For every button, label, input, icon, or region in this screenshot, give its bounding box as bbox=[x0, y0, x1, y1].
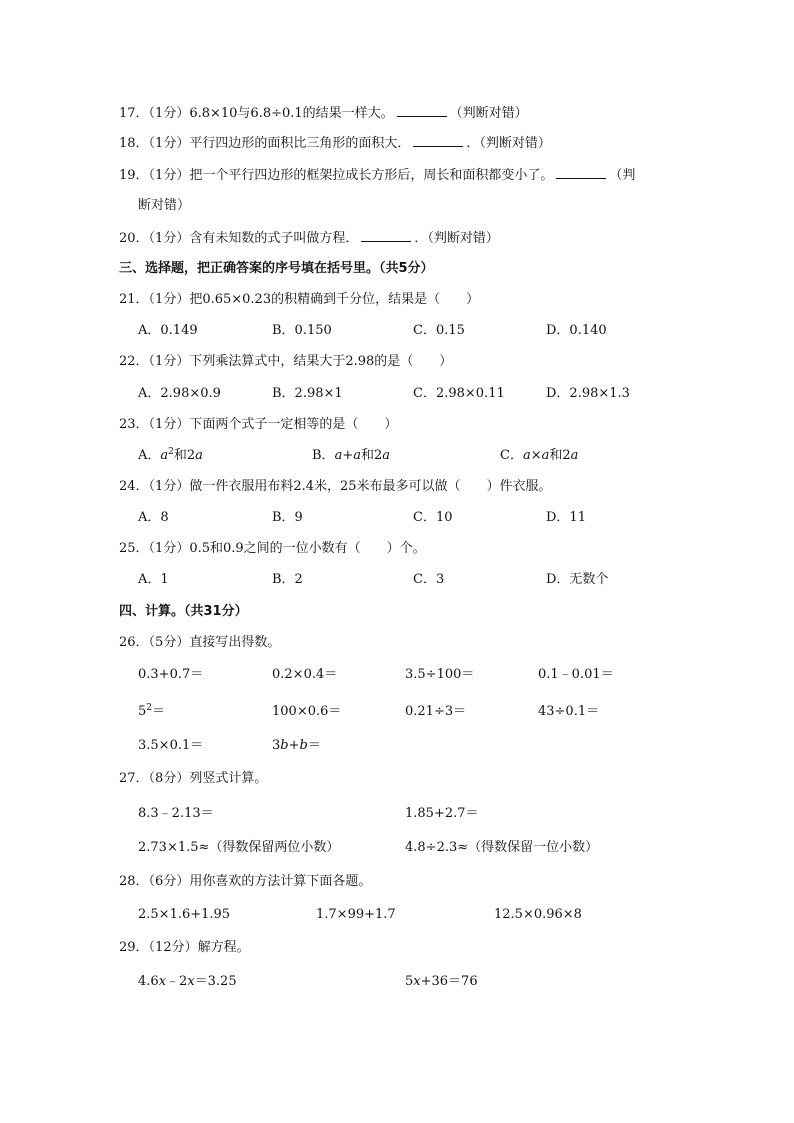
answer-blank[interactable] bbox=[413, 134, 463, 147]
equation-rhs: ＝3.25 bbox=[194, 974, 237, 989]
var-b: b bbox=[299, 738, 308, 753]
coefficient: 4.6 bbox=[138, 974, 159, 989]
option-a[interactable]: A．2.98×0.9 bbox=[138, 386, 221, 401]
operator: + bbox=[288, 738, 300, 753]
question-20-text: 20．（1分）含有未知数的式子叫做方程． bbox=[119, 231, 359, 246]
option-d[interactable]: D．11 bbox=[546, 510, 586, 525]
calc-item: 0.21÷3＝ bbox=[405, 704, 467, 719]
var-x: x bbox=[413, 974, 421, 989]
calc-item bbox=[138, 703, 165, 721]
option-b[interactable]: B．2 bbox=[272, 572, 303, 587]
var-x: x bbox=[187, 974, 195, 989]
var-a: a bbox=[541, 448, 550, 463]
option-b[interactable]: B．2.98×1 bbox=[272, 386, 343, 401]
option-c[interactable]: C．2.98×0.11 bbox=[413, 386, 505, 401]
option-b[interactable] bbox=[312, 447, 390, 465]
question-20 bbox=[119, 229, 499, 248]
vertical-calc-item: 1.85+2.7＝ bbox=[405, 806, 479, 821]
question-17-text: 17．（1分）6.8×10与6.8÷0.1的结果一样大。 bbox=[119, 106, 394, 121]
var-a: a bbox=[570, 448, 579, 463]
section-3-heading: 三、选择题，把正确答案的序号填在括号里。（共5分） bbox=[119, 261, 434, 276]
question-23: 23．（1分）下面两个式子一定相等的是（ ） bbox=[119, 417, 398, 432]
question-22: 22．（1分）下列乘法算式中，结果大于2.98的是（ ） bbox=[119, 354, 453, 369]
var-b: b bbox=[280, 738, 289, 753]
calc-item: 0.2×0.4＝ bbox=[272, 667, 338, 682]
question-19-suffix: （判 bbox=[609, 168, 636, 183]
question-18-suffix: ．（判断对错） bbox=[466, 136, 551, 151]
question-24: 24．（1分）做一件衣服用布料2.4米，25米布最多可以做（ ）件衣服。 bbox=[119, 479, 552, 494]
calc-item: 1.7×99+1.7 bbox=[316, 907, 396, 922]
var-a: a bbox=[522, 448, 531, 463]
option-c[interactable]: C．3 bbox=[413, 572, 445, 587]
section-4-heading: 四、计算。（共31分） bbox=[119, 604, 248, 619]
exponent: 2 bbox=[146, 703, 153, 713]
operator: × bbox=[530, 448, 542, 463]
calc-item: 2.5×1.6+1.95 bbox=[138, 907, 231, 922]
exponent: 2 bbox=[168, 447, 174, 457]
vertical-calc-item: 8.3﹣2.13＝ bbox=[138, 806, 214, 821]
question-17 bbox=[119, 104, 528, 123]
option-c[interactable] bbox=[500, 447, 578, 465]
option-text: 和2 bbox=[361, 448, 383, 463]
coefficient: 5 bbox=[405, 974, 414, 989]
option-letter: C． bbox=[500, 448, 523, 463]
vertical-calc-item: 4.8÷2.3≈（得数保留一位小数） bbox=[405, 840, 599, 855]
question-25: 25．（1分）0.5和0.9之间的一位小数有（ ）个。 bbox=[119, 541, 426, 556]
question-29: 29．（12分）解方程。 bbox=[119, 940, 250, 955]
option-c[interactable]: C．0.15 bbox=[413, 323, 465, 338]
var-a: a bbox=[382, 448, 391, 463]
var-a: a bbox=[353, 448, 361, 463]
option-c[interactable]: C．10 bbox=[413, 510, 453, 525]
question-17-suffix: （判断对错） bbox=[449, 106, 528, 121]
option-letter: B． bbox=[312, 448, 335, 463]
base: 5 bbox=[138, 704, 147, 719]
equation-1 bbox=[138, 973, 237, 991]
option-letter: A． bbox=[138, 448, 161, 463]
calc-item: 3.5÷100＝ bbox=[405, 667, 475, 682]
answer-blank[interactable] bbox=[397, 104, 447, 117]
question-20-suffix: ．（判断对错） bbox=[414, 231, 499, 246]
equation-rhs: +36＝76 bbox=[420, 974, 478, 989]
option-a[interactable]: A．0.149 bbox=[138, 323, 198, 338]
option-d[interactable]: D．0.140 bbox=[546, 323, 607, 338]
option-a[interactable]: A．1 bbox=[138, 572, 169, 587]
equation-2 bbox=[405, 973, 478, 991]
operator: ﹣2 bbox=[166, 974, 188, 989]
var-a: a bbox=[160, 448, 169, 463]
question-19-text: 19．（1分）把一个平行四边形的框架拉成长方形后，周长和面积都变小了。 bbox=[119, 168, 554, 183]
option-text: 和2 bbox=[549, 448, 571, 463]
option-text: 和2 bbox=[173, 448, 196, 463]
calc-item: 12.5×0.96×8 bbox=[494, 907, 582, 922]
question-28: 28．（6分）用你喜欢的方法计算下面各题。 bbox=[119, 874, 372, 889]
question-26: 26．（5分）直接写出得数。 bbox=[119, 635, 281, 650]
answer-blank[interactable] bbox=[361, 229, 411, 242]
coefficient: 3 bbox=[272, 738, 281, 753]
var-x: x bbox=[158, 974, 167, 989]
var-a: a bbox=[195, 448, 203, 463]
option-d[interactable]: D．2.98×1.3 bbox=[546, 386, 630, 401]
question-19 bbox=[119, 166, 635, 185]
option-b[interactable]: B．9 bbox=[272, 510, 303, 525]
option-a[interactable] bbox=[138, 447, 203, 465]
question-21: 21．（1分）把0.65×0.23的积精确到千分位，结果是（ ） bbox=[119, 292, 480, 307]
calc-item: 0.3+0.7＝ bbox=[138, 667, 204, 682]
calc-item: 100×0.6＝ bbox=[272, 704, 342, 719]
question-18-text: 18．（1分）平行四边形的面积比三角形的面积大． bbox=[119, 136, 411, 151]
option-d[interactable]: D．无数个 bbox=[546, 572, 609, 587]
var-a: a bbox=[334, 448, 343, 463]
question-19-continued: 断对错） bbox=[138, 198, 191, 213]
calc-item bbox=[272, 737, 321, 755]
calc-item: 0.1﹣0.01＝ bbox=[538, 667, 614, 682]
operator: + bbox=[342, 448, 354, 463]
answer-blank[interactable] bbox=[556, 166, 606, 179]
question-18 bbox=[119, 134, 551, 153]
question-27: 27．（8分）列竖式计算。 bbox=[119, 771, 268, 786]
equals: ＝ bbox=[152, 704, 166, 719]
calc-item: 43÷0.1＝ bbox=[538, 704, 600, 719]
option-b[interactable]: B．0.150 bbox=[272, 323, 332, 338]
calc-item: 3.5×0.1＝ bbox=[138, 738, 204, 753]
equals: ＝ bbox=[307, 738, 321, 753]
vertical-calc-item: 2.73×1.5≈（得数保留两位小数） bbox=[138, 840, 340, 855]
option-a[interactable]: A．8 bbox=[138, 510, 169, 525]
